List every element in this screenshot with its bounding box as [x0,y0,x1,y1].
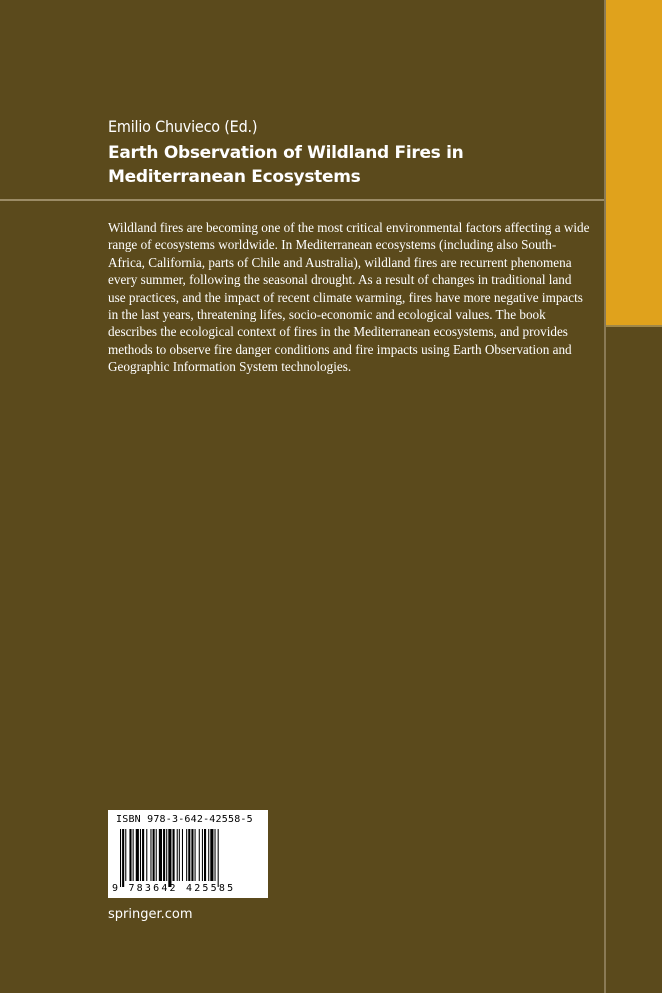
cover-header [108,116,588,189]
header-divider [0,199,604,201]
isbn-label: ISBN 978-3-642-42558-5 [116,814,253,825]
orange-accent-bar [606,0,662,325]
accent-bar-rule [606,325,662,327]
barcode-digits: 9 783642 425585 [112,883,236,894]
book-title: Earth Observation of Wildland Fires in Mediterranean Ecosystems [108,143,464,187]
publisher-url[interactable]: springer.com [108,907,193,922]
isbn-barcode [108,810,268,898]
book-description: Wildland fires are becoming one of the most critical environmental factors affecting a wide range of ecosystems worldwide. In Mediterranean ecosystems (including also South-Africa, California, parts of Chile and Australia), wildland fires are recurrent phenomena every summer, following the seasonal drought. As a result of changes in traditional land use practices, and the impact of recent climate warming, fires have more negative impacts in the last years, threatening lifes, socio-economic and ecological values. The book describes the ecological context of fires in the Mediterranean ecosystems, and provides methods to observe fire danger conditions and fire impacts using Earth Observation and Geographic Information System technologies. [108,220,590,375]
barcode-bars [118,829,262,887]
editor-name: Emilio Chuvieco (Ed.) [108,117,258,136]
